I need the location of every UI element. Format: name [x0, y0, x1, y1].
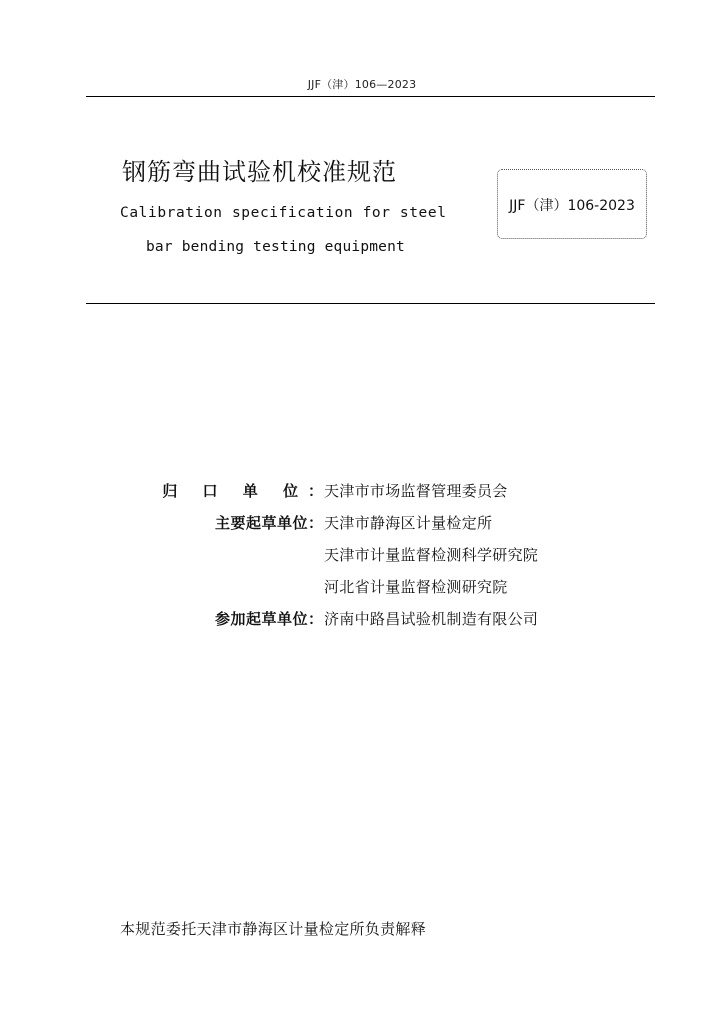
- bottom-rule: [86, 303, 655, 304]
- interpretation-note: 本规范委托天津市静海区计量检定所负责解释: [120, 920, 427, 938]
- info-row-centralized-unit: [150, 480, 630, 512]
- info-value: 天津市市场监督管理委员会: [324, 482, 508, 500]
- document-title-english-line1: Calibration specification for steel: [120, 205, 447, 221]
- document-code-box: [497, 169, 647, 239]
- info-value: 天津市静海区计量检定所: [324, 514, 493, 532]
- info-colon: ：: [308, 482, 324, 500]
- info-label: 参加起草单位: [214, 610, 308, 628]
- top-rule: [86, 96, 655, 97]
- drafting-units-block: [150, 480, 630, 640]
- info-value: 河北省计量监督检测研究院: [324, 578, 508, 596]
- info-row-main-drafting-unit-2: [150, 544, 630, 576]
- info-value: 济南中路昌试验机制造有限公司: [324, 610, 539, 628]
- info-value: 天津市计量监督检测科学研究院: [324, 546, 539, 564]
- document-title-chinese: 钢筋弯曲试验机校准规范: [122, 158, 397, 186]
- document-title-english-line2: bar bending testing equipment: [146, 239, 405, 255]
- document-code-text: JJF（津）106-2023: [509, 198, 635, 214]
- info-label: 主要起草单位: [214, 514, 308, 532]
- info-colon: ：: [308, 610, 324, 628]
- page-header-code: JJF（津）106—2023: [307, 78, 417, 91]
- info-label: 归 口 单 位: [162, 482, 308, 500]
- info-colon: ：: [308, 514, 324, 532]
- info-row-main-drafting-unit-3: [150, 576, 630, 608]
- info-row-main-drafting-unit: [150, 512, 630, 544]
- info-row-participating-drafting-unit: [150, 608, 630, 640]
